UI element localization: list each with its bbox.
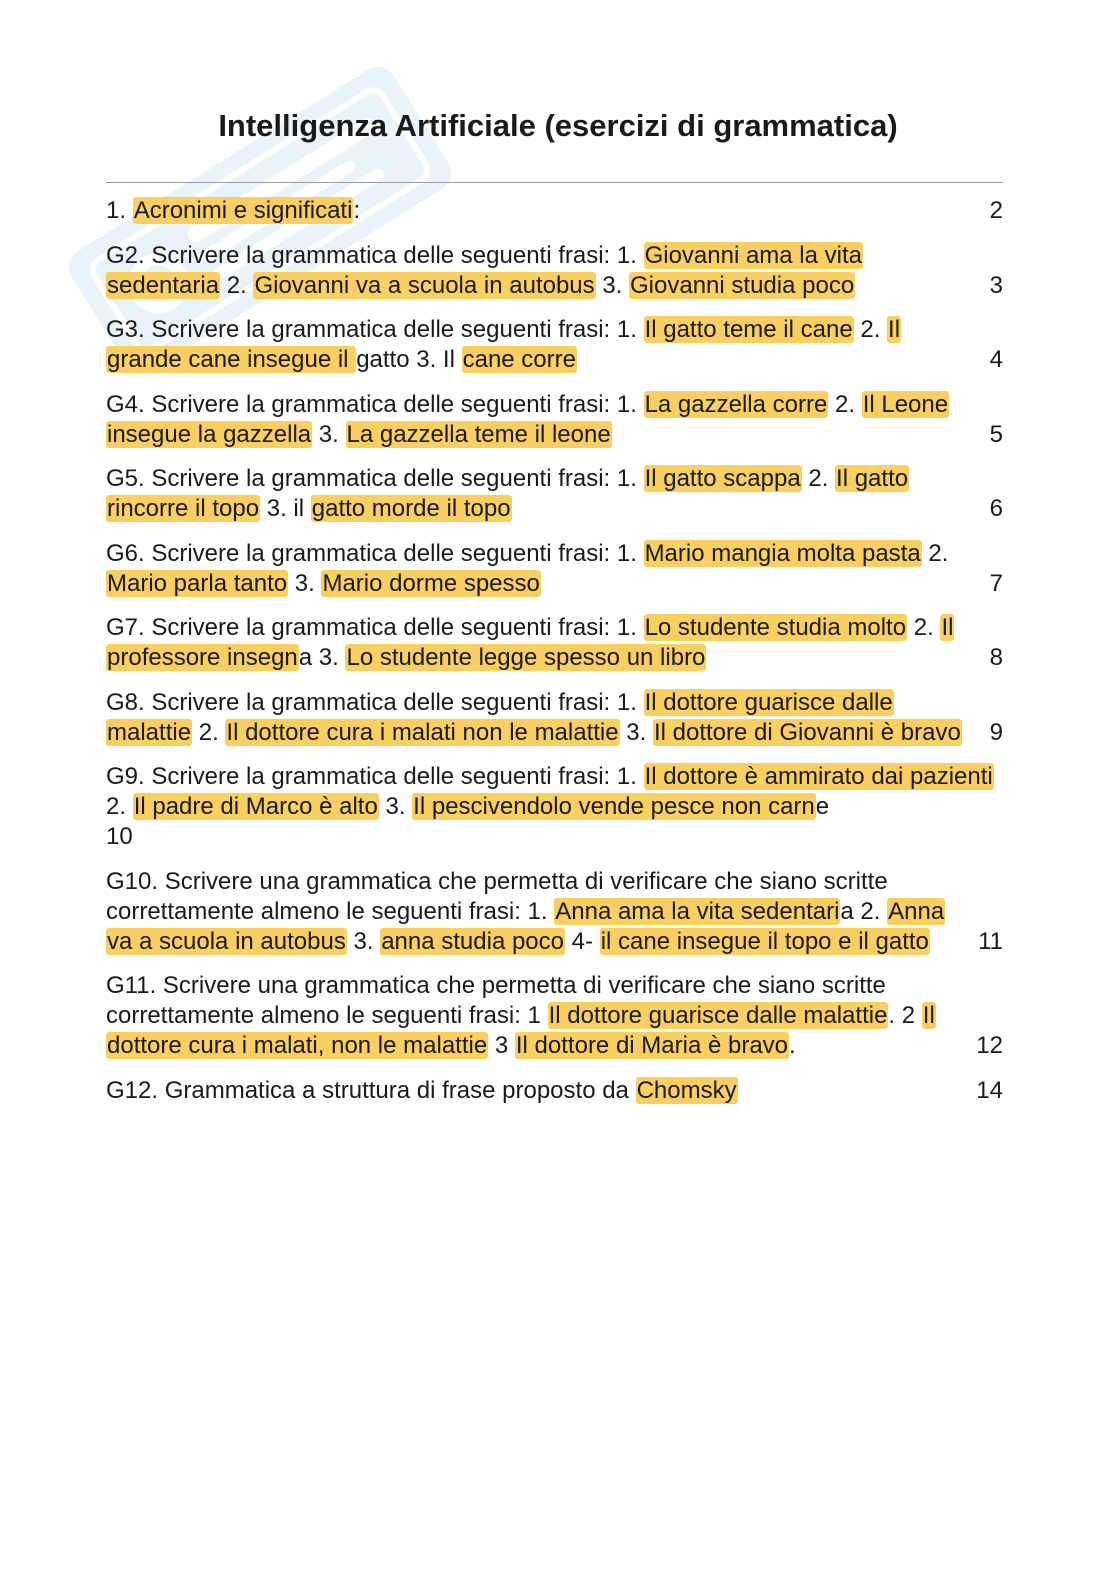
- text-segment: a 3.: [298, 644, 346, 671]
- text-segment: 3.: [312, 420, 346, 448]
- toc-page-number: 10: [106, 823, 133, 850]
- highlighted-text: Il Leone insegue la gazzella: [107, 390, 949, 448]
- toc-entry[interactable]: [106, 613, 1003, 673]
- toc-entry[interactable]: [106, 867, 1003, 957]
- text-segment: 2.: [801, 465, 836, 492]
- toc-page-number: 8: [989, 644, 1003, 671]
- text-segment: 3. il: [260, 495, 311, 522]
- text-segment: 2.: [828, 390, 862, 418]
- text-segment: G9. Scrivere la grammatica delle seguenti frasi: 1.: [106, 763, 644, 790]
- highlighted-text: Acronimi e significati: [133, 197, 353, 224]
- text-segment: G6. Scrivere la grammatica delle seguenti frasi: 1.: [106, 539, 644, 567]
- highlighted-text: Il gatto rincorre il topo: [107, 465, 909, 522]
- text-segment: 3.: [378, 793, 413, 820]
- highlighted-text: Lo studente studia molto: [644, 614, 907, 641]
- highlighted-text: Giovanni va a scuola in autobus: [254, 271, 595, 299]
- toc-entry-text: [106, 316, 901, 373]
- toc-entry[interactable]: [106, 971, 1003, 1061]
- toc-entry-text: [106, 868, 945, 955]
- highlighted-text: Il padre di Marco è alto: [133, 793, 378, 820]
- highlighted-text: gatto morde il topo: [311, 495, 511, 522]
- text-segment: . 2: [888, 1002, 922, 1029]
- toc-entry-text: [106, 689, 962, 746]
- highlighted-text: Giovanni studia poco: [630, 271, 855, 299]
- toc-page-number: 2: [989, 197, 1003, 224]
- highlighted-text: Il dottore di Giovanni è bravo: [653, 718, 961, 746]
- text-segment: a 2.: [840, 897, 888, 925]
- highlighted-text: Il professore insegn: [107, 614, 954, 671]
- highlighted-text: Mario dorme spesso: [322, 569, 540, 597]
- toc-entry-text: [106, 465, 909, 522]
- highlighted-text: La gazzella corre: [644, 390, 828, 418]
- text-segment: 2.: [921, 539, 949, 567]
- text-segment: G4. Scrivere la grammatica delle seguenti frasi: 1.: [106, 390, 644, 418]
- highlighted-text: Mario parla tanto: [107, 569, 288, 597]
- highlighted-text: Anna ama la vita sedentari: [555, 897, 840, 925]
- text-segment: 2.: [853, 316, 888, 343]
- text-segment: .: [789, 1032, 796, 1059]
- toc-entry[interactable]: [106, 464, 1003, 524]
- toc-page-number: 7: [989, 569, 1003, 597]
- text-segment: G3. Scrivere la grammatica delle seguenti frasi: 1.: [106, 316, 644, 343]
- text-segment: 2.: [106, 793, 133, 820]
- highlighted-text: Mario mangia molta pasta: [644, 539, 921, 567]
- toc-entry[interactable]: [106, 539, 1003, 599]
- highlighted-text: Il dottore cura i malati non le malattie: [226, 718, 619, 746]
- toc-entry[interactable]: [106, 1076, 1003, 1106]
- highlighted-text: anna studia poco: [381, 927, 564, 955]
- toc-page-number: 11: [978, 927, 1003, 955]
- text-segment: G10. Scrivere una grammatica che permetta di verificare che siano scritte correttamente almeno le seguenti frasi: 1.: [106, 867, 888, 925]
- text-segment: 2.: [907, 614, 941, 641]
- text-segment: G7. Scrivere la grammatica delle seguenti frasi: 1.: [106, 614, 644, 641]
- highlighted-text: Chomsky: [636, 1076, 737, 1104]
- table-of-contents: [106, 196, 1003, 1120]
- toc-entry-text: [106, 1077, 738, 1104]
- toc-entry-text: [106, 242, 863, 299]
- toc-page-number: 12: [976, 1032, 1003, 1059]
- toc-entry[interactable]: [106, 315, 1003, 375]
- toc-entry[interactable]: [106, 196, 1003, 226]
- text-segment: 2.: [192, 718, 226, 746]
- text-segment: 3: [488, 1032, 515, 1059]
- toc-entry-text: [106, 391, 949, 448]
- text-segment: 1.: [106, 197, 133, 224]
- highlighted-text: Il gatto scappa: [644, 465, 801, 492]
- text-segment: 3.: [619, 718, 653, 746]
- toc-entry[interactable]: [106, 390, 1003, 450]
- page-title: Intelligenza Artificiale (esercizi di grammatica): [218, 108, 898, 143]
- highlighted-text: La gazzella teme il leone: [346, 420, 611, 448]
- toc-page-number: 6: [989, 495, 1003, 522]
- text-segment: G8. Scrivere la grammatica delle seguenti frasi: 1.: [106, 688, 644, 716]
- toc-entry-text: [106, 540, 948, 597]
- highlighted-text: Il pescivendolo vende pesce non carn: [413, 793, 815, 820]
- text-segment: gatto 3. Il: [356, 346, 462, 373]
- highlighted-text: cane corre: [462, 346, 576, 373]
- text-segment: 4-: [565, 927, 600, 955]
- toc-entry-text: [106, 197, 360, 224]
- text-segment: G2. Scrivere la grammatica delle seguenti frasi: 1.: [106, 241, 644, 269]
- toc-page-number: 3: [989, 271, 1003, 299]
- toc-page-number: 9: [989, 718, 1003, 746]
- title-divider: [106, 182, 1003, 183]
- toc-page-number: 5: [989, 420, 1003, 448]
- text-segment: G12. Grammatica a struttura di frase proposto da: [106, 1076, 636, 1104]
- highlighted-text: Il dottore cura i malati, non le malattie: [107, 1002, 935, 1059]
- highlighted-text: Il dottore guarisce dalle malattie: [107, 688, 893, 746]
- highlighted-text: Il dottore è ammirato dai pazienti: [644, 763, 993, 790]
- highlighted-text: Lo studente legge spesso un libro: [346, 644, 706, 671]
- toc-entry-text: [106, 972, 936, 1059]
- text-segment: 2.: [220, 271, 254, 299]
- highlighted-text: il cane insegue il topo e il gatto: [600, 927, 929, 955]
- toc-entry[interactable]: [106, 241, 1003, 301]
- toc-entry[interactable]: [106, 762, 1003, 852]
- toc-entry[interactable]: [106, 688, 1003, 748]
- text-segment: 3.: [595, 271, 630, 299]
- toc-page-number: 4: [989, 346, 1003, 373]
- text-segment: G11. Scrivere una grammatica che permetta di verificare che siano scritte correttamente almeno le seguenti frasi: 1: [106, 972, 886, 1029]
- text-segment: 3.: [288, 569, 322, 597]
- toc-entry-text: [106, 763, 994, 820]
- toc-page-number: 14: [976, 1076, 1003, 1104]
- highlighted-text: Il grande cane insegue il: [107, 316, 901, 373]
- highlighted-text: Il dottore guarisce dalle malattie: [548, 1002, 888, 1029]
- highlighted-text: Il dottore di Maria è bravo: [515, 1032, 789, 1059]
- text-segment: G5. Scrivere la grammatica delle seguenti frasi: 1.: [106, 465, 644, 492]
- highlighted-text: Giovanni ama la vita sedentaria: [107, 241, 863, 299]
- text-segment: :: [353, 197, 361, 224]
- highlighted-text: Anna va a scuola in autobus: [107, 897, 945, 955]
- toc-entry-text: [106, 614, 954, 671]
- text-segment: e: [815, 793, 830, 820]
- highlighted-text: Il gatto teme il cane: [644, 316, 853, 343]
- text-segment: 3.: [346, 927, 381, 955]
